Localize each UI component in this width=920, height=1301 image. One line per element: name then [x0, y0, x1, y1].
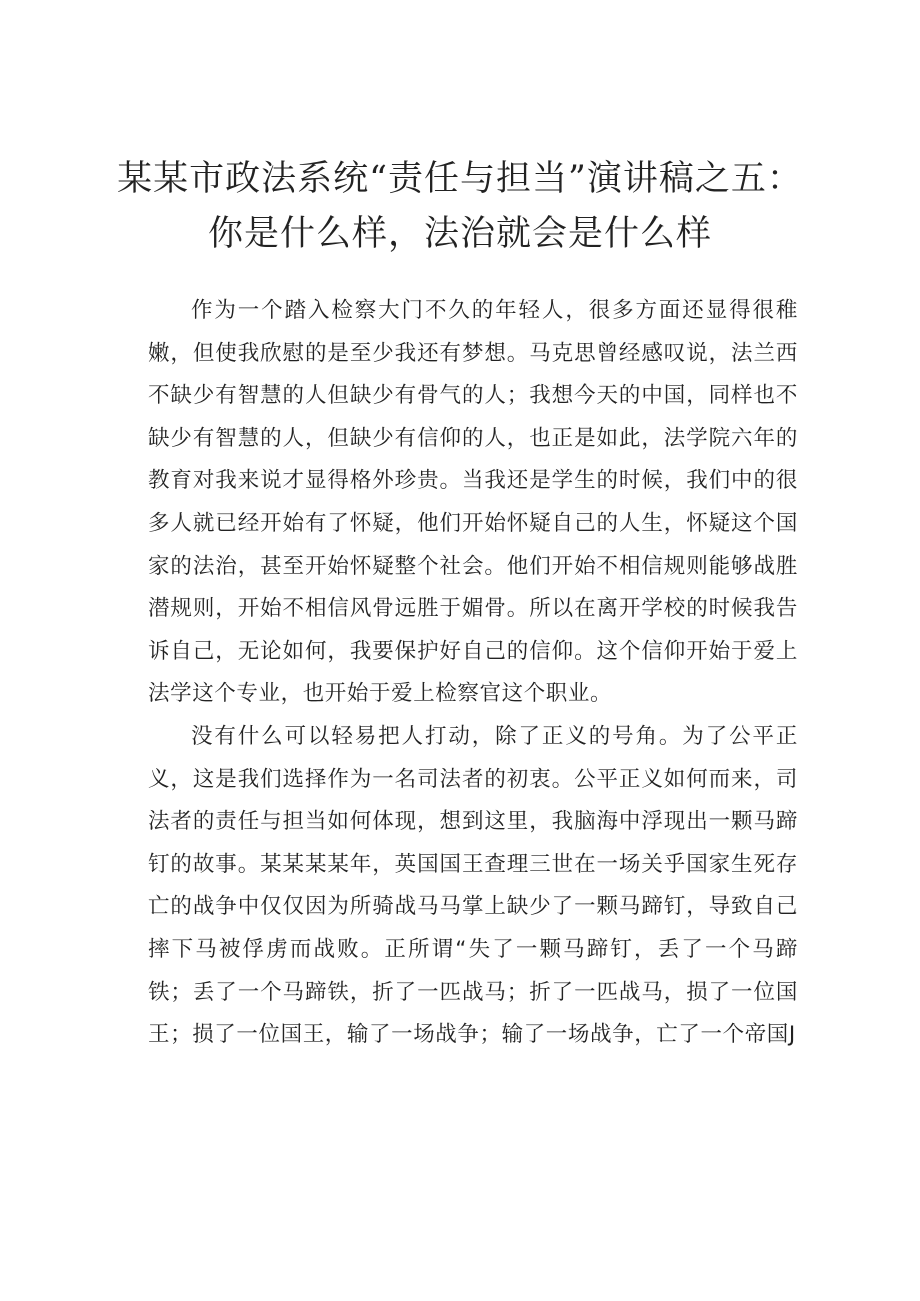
title-line-2: 你是什么样，法治就会是什么样	[207, 214, 712, 254]
body-paragraph-2: 没有什么可以轻易把人打动，除了正义的号角。为了公平正义，这是我们选择作为一名司法者的初衷。公平正义如何而来，司法者的责任与担当如何体现，想到这里，我脑海中浮现出一颗马蹄钉的故事。某某某某年，英国国王查理三世在一场关乎国家生死存亡的战争中仅仅因为所骑战马马掌上缺少了一颗马蹄钉，导致自己摔下马被俘虏而战败。正所谓“失了一颗马蹄钉，丢了一个马蹄铁；丢了一个马蹄铁，折了一匹战马；折了一匹战马，损了一位国王；损了一位国王，输了一场战争；输了一场战争，亡了一个帝国J	[148, 723, 798, 1048]
body-paragraph-1: 作为一个踏入检察大门不久的年轻人，很多方面还显得很稚嫩，但使我欣慰的是至少我还有梦想。马克思曾经感叹说，法兰西不缺少有智慧的人但缺少有骨气的人；我想今天的中国，同样也不缺少有智慧的人，但缺少有信仰的人，也正是如此，法学院六年的教育对我来说才显得格外珍贵。当我还是学生的时候，我们中的很多人就已经开始有了怀疑，他们开始怀疑自己的人生，怀疑这个国家的法治，甚至开始怀疑整个社会。他们开始不相信规则能够战胜潜规则，开始不相信风骨远胜于媚骨。所以在离开学校的时候我告诉自己，无论如何，我要保护好自己的信仰。这个信仰开始于爱上法学这个专业，也开始于爱上检察官这个职业。	[148, 298, 798, 707]
document-title	[110, 152, 810, 262]
title-line-1: 某某市政法系统“责任与担当”演讲稿之五：	[117, 159, 803, 199]
document-body	[148, 290, 798, 1057]
